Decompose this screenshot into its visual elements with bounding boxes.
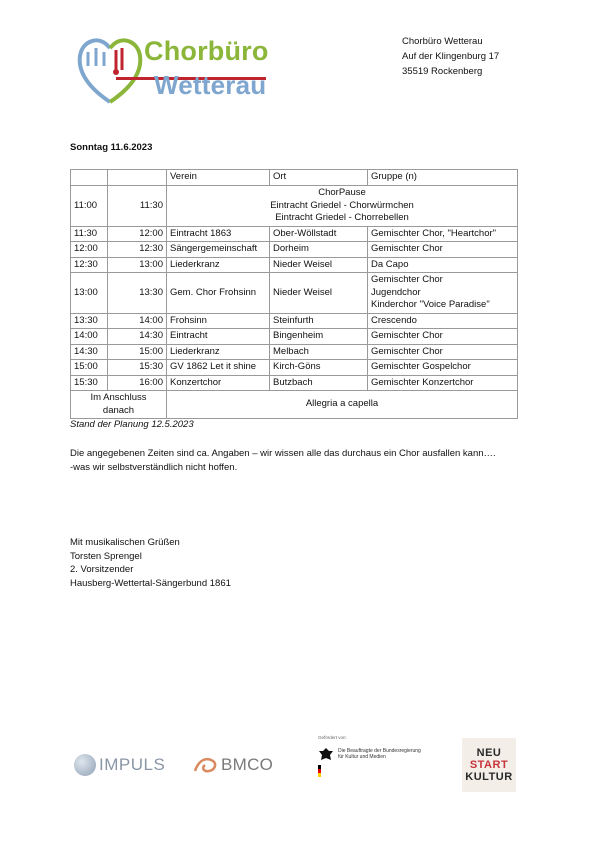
pause-line: ChorPause: [318, 187, 366, 198]
neustart-line: NEU: [476, 747, 502, 759]
bmco-text: BMCO: [221, 755, 274, 774]
closing-label-line: danach: [102, 404, 135, 416]
verein-cell: GV 1862 Let it shine: [167, 360, 270, 376]
header-cell: [108, 170, 167, 186]
logo-line2: Wetterau: [154, 70, 267, 100]
gruppe-cell: Gemischter Gospelchor: [368, 360, 518, 376]
signature-line: Torsten Sprengel: [70, 550, 142, 562]
schedule-table: [70, 169, 518, 419]
gruppe-cell: [368, 273, 518, 314]
bkm-funded-label: Gefördert von:: [318, 735, 347, 740]
table-row: [71, 257, 518, 273]
neustart-line: KULTUR: [465, 771, 513, 783]
table-row: [71, 360, 518, 376]
start-time: 13:00: [71, 273, 108, 314]
ort-cell: Kirch-Göns: [270, 360, 368, 376]
pause-cell: [167, 186, 518, 227]
table-row: [71, 329, 518, 345]
note-line: Die angegebenen Zeiten sind ca. Angaben – wir wissen alle das durchaus ein Chor ausfallen kann….: [70, 448, 496, 459]
table-row: [71, 242, 518, 258]
gruppe-cell: Gemischter Konzertchor: [368, 375, 518, 391]
closing-label-line: Im Anschluss: [90, 392, 147, 403]
ort-cell: Ober-Wöllstadt: [270, 226, 368, 242]
impuls-circle-icon: [74, 754, 96, 776]
ort-cell: Nieder Weisel: [270, 273, 368, 314]
start-time: 12:00: [71, 242, 108, 258]
chorbuero-logo: [76, 30, 281, 106]
start-time: 12:30: [71, 257, 108, 273]
note-line: -was wir selbstverständlich nicht hoffen.: [70, 461, 238, 473]
gruppe-line: Kinderchor "Voice Paradise": [371, 299, 490, 310]
pause-line: Eintracht Griedel - Chorwürmchen: [270, 199, 414, 211]
bkm-text: [338, 748, 448, 760]
signature-line: 2. Vorsitzender: [70, 564, 134, 575]
start-time: 15:30: [71, 375, 108, 391]
heart-logo-icon: [76, 30, 146, 106]
header-cell: Gruppe (n): [368, 170, 518, 186]
german-flag-icon: [318, 765, 321, 777]
end-time: 13:00: [108, 257, 167, 273]
impuls-logo: [74, 752, 165, 778]
end-time: 13:30: [108, 273, 167, 314]
verein-cell: Konzertchor: [167, 375, 270, 391]
address-line: 35519 Rockenberg: [402, 66, 483, 77]
ort-cell: Dorheim: [270, 242, 368, 258]
header-cell: [71, 170, 108, 186]
address-line: Chorbüro Wetterau: [402, 36, 483, 47]
sender-address: [402, 34, 499, 79]
table-row-closing: [71, 391, 518, 419]
verein-cell: Gem. Chor Frohsinn: [167, 273, 270, 314]
address-line: Auf der Klingenburg 17: [402, 51, 500, 62]
verein-cell: Eintracht: [167, 329, 270, 345]
verein-cell: Frohsinn: [167, 313, 270, 329]
logo-line1: Chorbüro: [144, 36, 269, 66]
signature-line: Hausberg-Wettertal-Sängerbund 1861: [70, 577, 231, 589]
verein-cell: Liederkranz: [167, 344, 270, 360]
sponsor-footer: [0, 735, 595, 795]
verein-cell: Liederkranz: [167, 257, 270, 273]
ort-cell: Butzbach: [270, 375, 368, 391]
start-time: 11:00: [71, 186, 108, 227]
impuls-text: IMPULS: [99, 755, 166, 774]
signature-line: Mit musikalischen Grüßen: [70, 537, 180, 548]
gruppe-line: Gemischter Chor: [371, 274, 443, 285]
neustart-line: START: [469, 759, 509, 771]
bkm-text-line: Die Beauftragte der Bundesregierung: [338, 748, 421, 754]
header-cell: Verein: [167, 170, 270, 186]
gruppe-cell: Gemischter Chor: [368, 344, 518, 360]
table-row: [71, 375, 518, 391]
neustart-kultur-logo: [462, 738, 516, 792]
gruppe-cell: Gemischter Chor: [368, 242, 518, 258]
ort-cell: Nieder Weisel: [270, 257, 368, 273]
header-cell: Ort: [270, 170, 368, 186]
closing-text: Allegria a capella: [167, 391, 518, 419]
end-time: 11:30: [108, 186, 167, 227]
end-time: 14:30: [108, 329, 167, 345]
verein-cell: Sängergemeinschaft: [167, 242, 270, 258]
table-row-pause: [71, 186, 518, 227]
end-time: 14:00: [108, 313, 167, 329]
bkm-logo: [318, 735, 448, 760]
gruppe-cell: Da Capo: [368, 257, 518, 273]
gruppe-line: Jugendchor: [371, 286, 421, 298]
closing-label: [71, 391, 167, 419]
start-time: 15:00: [71, 360, 108, 376]
end-time: 15:00: [108, 344, 167, 360]
signature-block: [70, 536, 231, 590]
table-row: [71, 344, 518, 360]
table-header-row: [71, 170, 518, 186]
ort-cell: Melbach: [270, 344, 368, 360]
gruppe-cell: Gemischter Chor: [368, 329, 518, 345]
gruppe-cell: Crescendo: [368, 313, 518, 329]
pause-line: Eintracht Griedel - Chorrebellen: [275, 212, 409, 223]
planning-status: Stand der Planung 12.5.2023: [70, 419, 194, 430]
bkm-text-line: für Kultur und Medien: [338, 754, 386, 760]
note-text: [70, 447, 496, 474]
start-time: 14:00: [71, 329, 108, 345]
end-time: 15:30: [108, 360, 167, 376]
ort-cell: Steinfurth: [270, 313, 368, 329]
ort-cell: Bingenheim: [270, 329, 368, 345]
table-row: [71, 313, 518, 329]
table-row: [71, 226, 518, 242]
gruppe-cell: Gemischter Chor, "Heartchor": [368, 226, 518, 242]
end-time: 16:00: [108, 375, 167, 391]
start-time: 13:30: [71, 313, 108, 329]
end-time: 12:30: [108, 242, 167, 258]
bmco-swirl-icon: [193, 755, 219, 775]
start-time: 14:30: [71, 344, 108, 360]
table-row: [71, 273, 518, 314]
start-time: 11:30: [71, 226, 108, 242]
date-heading: Sonntag 11.6.2023: [70, 142, 153, 153]
end-time: 12:00: [108, 226, 167, 242]
bmco-logo: [193, 752, 273, 778]
verein-cell: Eintracht 1863: [167, 226, 270, 242]
